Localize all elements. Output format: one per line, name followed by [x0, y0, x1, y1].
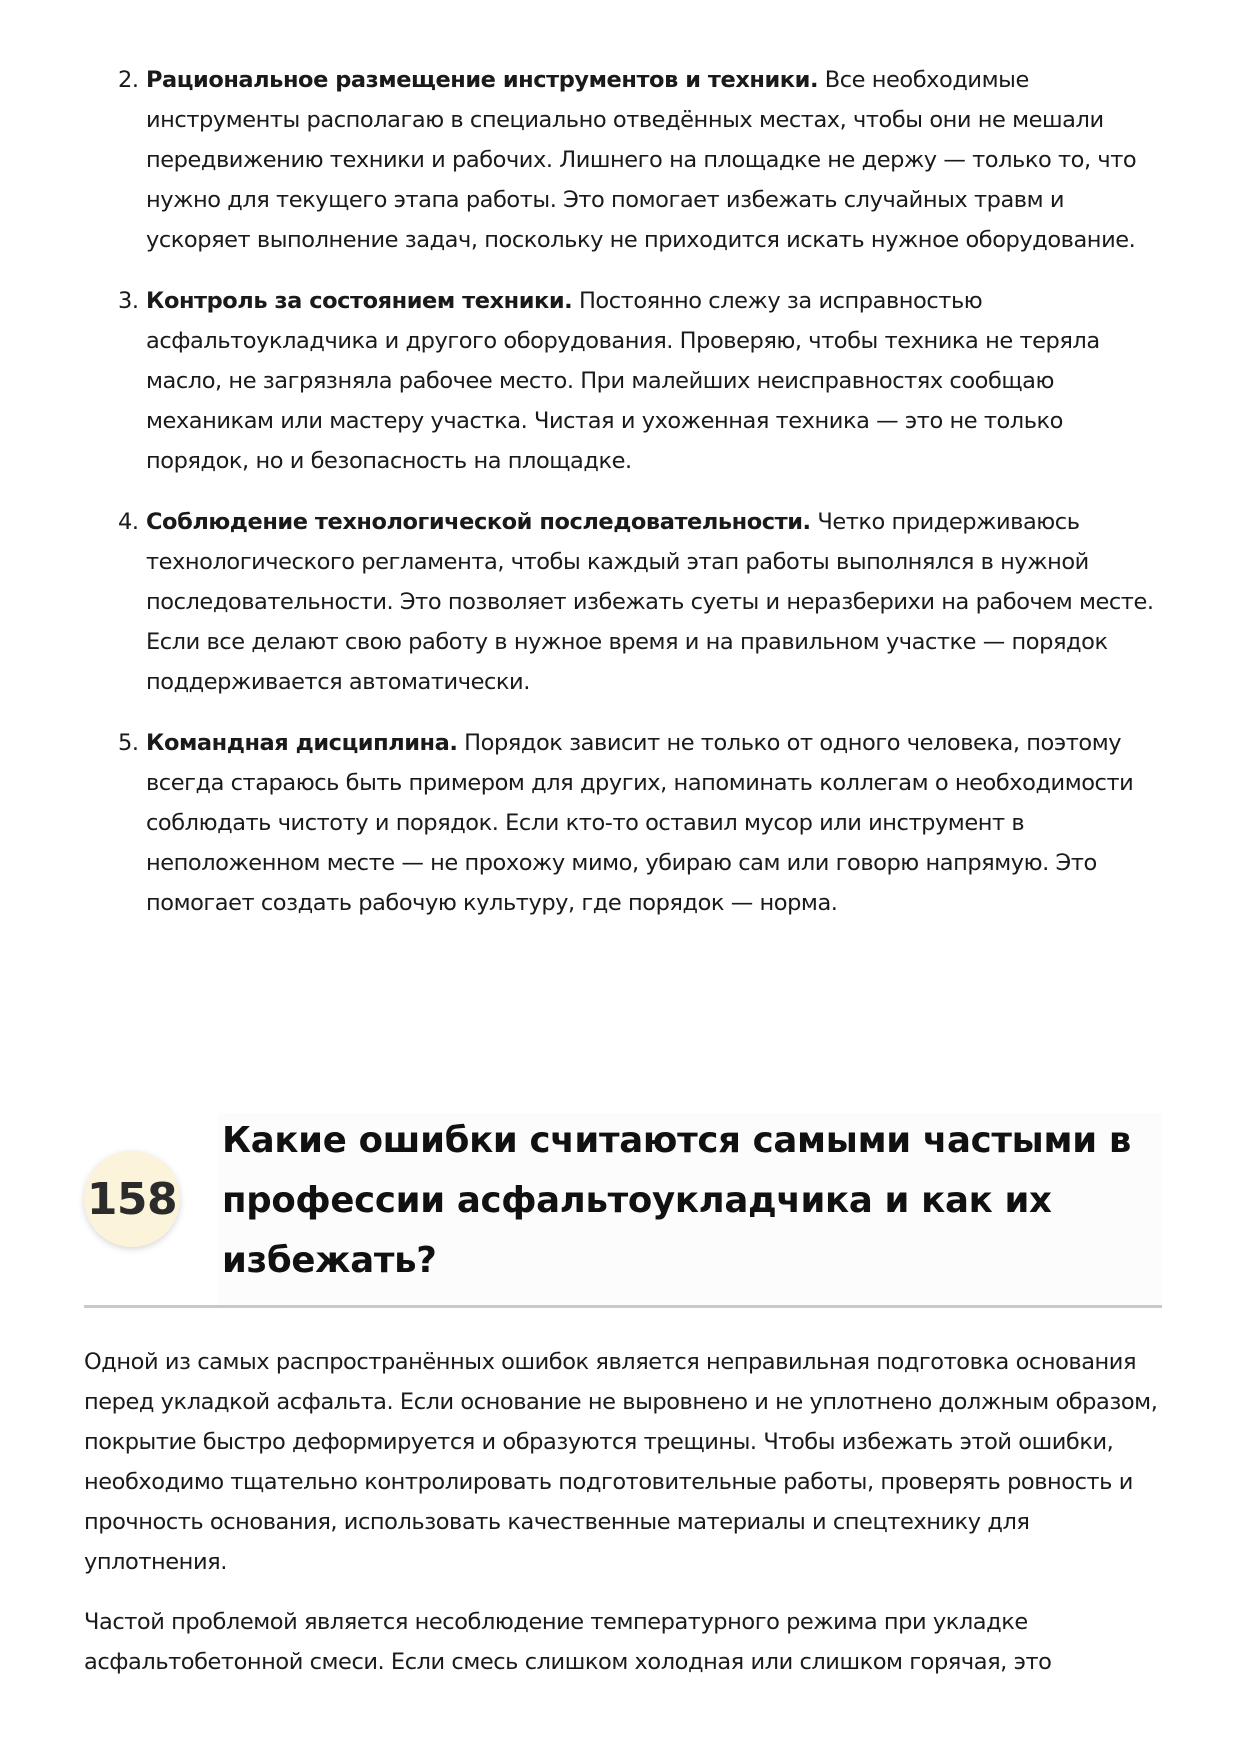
- list-item-text: Порядок зависит не только от одного человека, поэтому всегда стараюсь быть примером для других, напоминать коллегам о необходимости соблюдать чистоту и порядок. Если кто-то оставил мусор или инструмент в неположенном месте — не прохожу мимо, убираю сам или говорю напрямую. Это помогает создать рабочую культуру, где порядок — норма.: [146, 730, 1134, 916]
- body-paragraph: Частой проблемой является несоблюдение температурного режима при укладке асфальтобетонной смеси. Если смесь слишком холодная или слишком горячая, это: [84, 1609, 1052, 1675]
- list-item-number: 3.: [118, 288, 139, 314]
- list-item-title: Командная дисциплина.: [146, 730, 458, 756]
- list-item-text: Все необходимые инструменты располагаю в специально отведённых местах, чтобы они не мешали передвижению техники и рабочих. Лишнего на площадке не держу — только то, что нужно для текущего этапа работы. Это помогает избежать случайных травм и ускоряет выполнение задач, поскольку не приходится искать нужное оборудование.: [146, 67, 1137, 253]
- section-divider: [84, 1305, 1162, 1308]
- list-item-title: Соблюдение технологической последовательности.: [146, 509, 811, 535]
- section-number-badge: 158: [84, 1151, 180, 1247]
- list-item: [84, 281, 1164, 481]
- numbered-list: [84, 60, 1164, 944]
- body-paragraph: Одной из самых распространённых ошибок является неправильная подготовка основания перед укладкой асфальта. Если основание не выровнено и не уплотнено должным образом, покрытие быстро деформируется и образуются трещины. Чтобы избежать этой ошибки, необходимо тщательно контролировать подготовительные работы, проверять ровность и прочность основания, использовать качественные материалы и спецтехнику для уплотнения.: [84, 1349, 1158, 1575]
- list-item-number: 4.: [118, 509, 139, 535]
- list-item: [84, 502, 1164, 702]
- list-item-title: Рациональное размещение инструментов и техники.: [146, 67, 819, 93]
- section-body: [84, 1342, 1174, 1702]
- section-header: [84, 1113, 1162, 1305]
- section-title: Какие ошибки считаются самыми частыми в профессии асфальтоукладчика и как их избежать?: [222, 1120, 1131, 1281]
- list-item-text: Четко придерживаюсь технологического регламента, чтобы каждый этап работы выполнялся в нужной последовательности. Это позволяет избежать суеты и неразберихи на рабочем месте. Если все делают свою работу в нужное время и на правильном участке — порядок поддерживается автоматически.: [146, 509, 1154, 695]
- list-item-number: 2.: [118, 67, 139, 93]
- list-item-title: Контроль за состоянием техники.: [146, 288, 573, 314]
- list-item-text: Постоянно слежу за исправностью асфальтоукладчика и другого оборудования. Проверяю, чтобы техника не теряла масло, не загрязняла рабочее место. При малейших неисправностях сообщаю механикам или мастеру участка. Чистая и ухоженная техника — это не только порядок, но и безопасность на площадке.: [146, 288, 1100, 474]
- list-item-number: 5.: [118, 730, 139, 756]
- list-item: [84, 723, 1164, 923]
- list-item: [84, 60, 1164, 260]
